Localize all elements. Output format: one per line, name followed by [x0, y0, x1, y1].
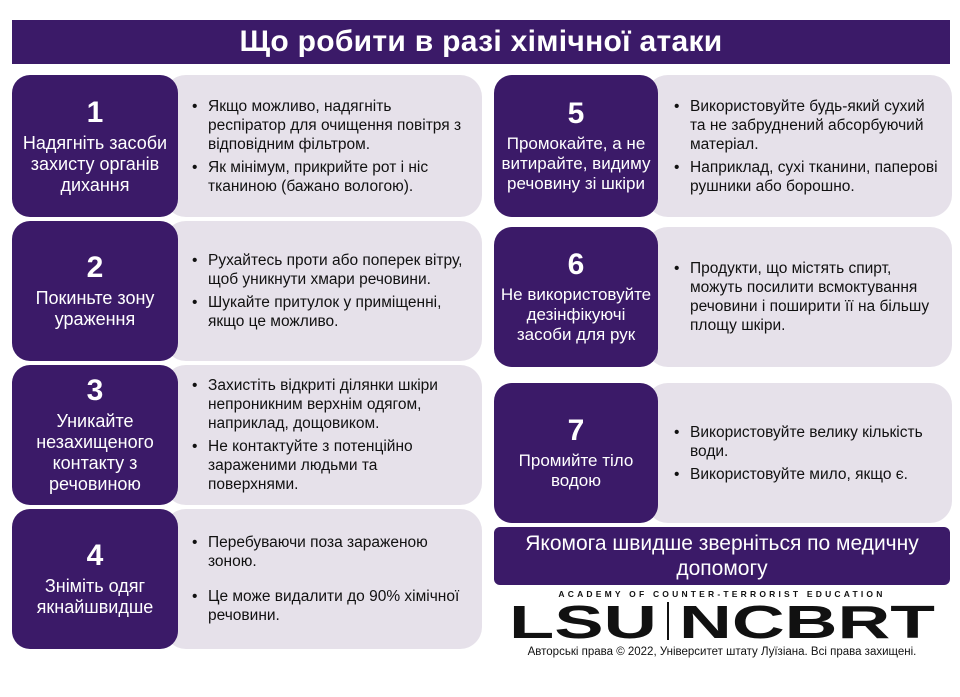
- step-3-number: 3: [86, 374, 104, 407]
- step-6: [494, 227, 952, 367]
- logo-lsu-text: LSU: [509, 596, 657, 644]
- logo-academy-text: ACADEMY OF COUNTER-TERRORIST EDUCATION: [558, 589, 886, 599]
- step-7: [494, 383, 952, 523]
- step-4-label: Зніміть одяг якнайшвидше: [36, 576, 154, 617]
- step-6-description: [646, 227, 952, 367]
- step-4-header: [12, 509, 178, 649]
- step-1-bullet-2: • Як мінімум, прикрийте рот і ніс тканиною (бажано вологою).: [192, 158, 468, 196]
- step-5-description: [646, 75, 952, 217]
- medical-help-callout: Якомога швидше зверніться по медичну допомогу: [494, 527, 950, 585]
- step-3-bullet-1: • Захистіть відкриті ділянки шкіри непроникним верхнім одягом, наприклад, дощовиком.: [192, 376, 468, 433]
- step-1: [12, 75, 482, 217]
- step-3: [12, 365, 482, 505]
- lsu-ncbrt-logo: [507, 588, 937, 644]
- step-5-label: Промокайте, а не витирайте, видиму речовину зі шкіри: [501, 134, 651, 193]
- step-1-bullet-1: • Якщо можливо, надягніть респіратор для очищення повітря з відповідним фільтром.: [192, 97, 468, 154]
- step-1-header: [12, 75, 178, 217]
- step-2-header: [12, 221, 178, 361]
- step-2-bullet-1: • Рухайтесь проти або поперек вітру, щоб уникнути хмари речовини.: [192, 251, 468, 289]
- step-2-bullet-2: • Шукайте притулок у приміщенні, якщо це можливо.: [192, 293, 468, 331]
- step-3-bullet-2: • Не контактуйте з потенційно зараженими людьми та поверхнями.: [192, 437, 468, 494]
- step-4-bullet-2: • Це може видалити до 90% хімічної речовини.: [192, 587, 468, 625]
- step-2: [12, 221, 482, 361]
- step-2-number: 2: [86, 251, 104, 284]
- step-7-label: Промийте тіло водою: [518, 451, 634, 490]
- page-title: Що робити в разі хімічної атаки: [12, 20, 950, 64]
- logo-divider: [667, 602, 669, 640]
- step-3-label: Уникайте незахищеного контакту з речовиною: [36, 411, 154, 494]
- step-7-number: 7: [567, 414, 585, 447]
- step-4: [12, 509, 482, 649]
- step-1-number: 1: [86, 95, 104, 129]
- step-4-description: [164, 509, 482, 649]
- step-7-bullet-2: • Використовуйте мило, якщо є.: [674, 465, 938, 484]
- logo-ncbrt-text: NCBRT: [679, 596, 935, 644]
- step-5-number: 5: [567, 97, 585, 130]
- step-4-bullet-1: • Перебуваючи поза зараженою зоною.: [192, 533, 468, 571]
- step-2-label: Покиньте зону ураження: [35, 288, 155, 329]
- step-2-description: [164, 221, 482, 361]
- copyright-text: Авторські права © 2022, Університет штату Луїзіана. Всі права захищені.: [527, 646, 917, 658]
- step-7-bullet-1: • Використовуйте велику кількість води.: [674, 423, 938, 461]
- step-5-bullet-2: • Наприклад, сухі тканини, паперові рушники або борошно.: [674, 158, 938, 196]
- step-5-bullet-1: • Використовуйте будь-який сухий та не забруднений абсорбуючий матеріал.: [674, 97, 938, 154]
- step-5: [494, 75, 952, 217]
- step-3-description: [164, 365, 482, 505]
- step-6-number: 6: [567, 248, 585, 281]
- step-7-header: [494, 383, 658, 523]
- step-7-description: [646, 383, 952, 523]
- step-1-label: Надягніть засоби захисту органів дихання: [22, 132, 168, 195]
- step-4-number: 4: [86, 539, 104, 572]
- step-5-header: [494, 75, 658, 217]
- step-6-label: Не використовуйте дезінфікуючі засоби для рук: [500, 285, 652, 344]
- step-6-header: [494, 227, 658, 367]
- step-1-description: [164, 75, 482, 217]
- step-3-header: [12, 365, 178, 505]
- step-6-bullet-1: • Продукти, що містять спирт, можуть посилити всмоктування речовини і поширити її на більшу площу шкіри.: [674, 259, 938, 335]
